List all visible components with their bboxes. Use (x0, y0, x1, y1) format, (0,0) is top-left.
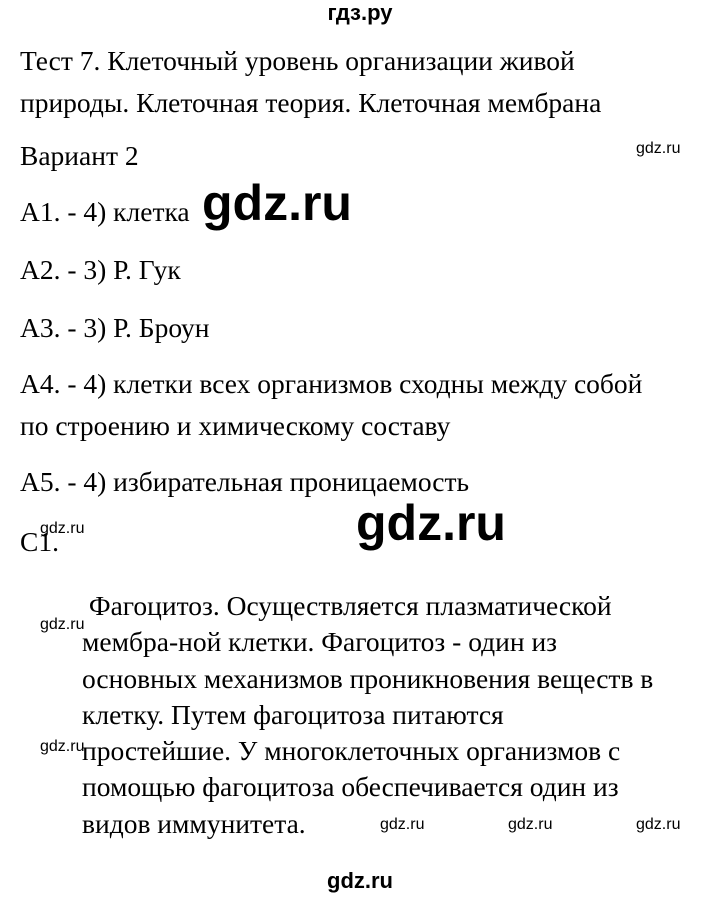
watermark-small: gdz.ru (636, 816, 681, 833)
c1-line-4: клетку. Путем фагоцитоза питаются (82, 698, 504, 730)
watermark-large: gdz.ru (356, 495, 506, 551)
watermark-small: gdz.ru (636, 140, 681, 157)
watermark-small: gdz.ru (40, 738, 85, 755)
answer-a1: А1. - 4) клетка (20, 196, 190, 227)
answer-a2: А2. - 3) Р. Гук (20, 254, 181, 285)
watermark-small: gdz.ru (40, 520, 85, 537)
c1-line-2: мембра-ной клетки. Фагоцитоз - один из (82, 626, 558, 658)
c1-line-7: видов иммунитета. (82, 807, 306, 839)
c1-label: С1. (20, 526, 59, 557)
test-title-line-2: природы. Клеточная теория. Клеточная мембрана (20, 87, 602, 118)
c1-line-3: основных механизмов проникновения веществ в (82, 662, 654, 694)
answer-a3: А3. - 3) Р. Броун (20, 312, 210, 343)
c1-line-1: Фагоцитоз. Осуществляется плазматической (82, 590, 612, 621)
watermark-small: gdz.ru (508, 816, 553, 833)
answer-a4-line-1: А4. - 4) клетки всех организмов сходны между собой (20, 368, 643, 399)
c1-line-5: простейшие. У многоклеточных организмов с (82, 735, 621, 767)
watermark-small: gdz.ru (380, 816, 425, 833)
c1-line-6: помощью фагоцитоза обеспечивается один из (82, 771, 619, 803)
watermark-small: gdz.ru (40, 616, 85, 633)
test-title-line-1: Тест 7. Клеточный уровень организации живой (20, 45, 575, 76)
test-title (20, 40, 601, 124)
site-header: гдз.ру (327, 0, 393, 25)
answer-a4-line-2: по строению и химическому составу (20, 410, 451, 441)
variant-label: Вариант 2 (20, 140, 139, 171)
watermark-large: gdz.ru (202, 175, 352, 231)
c1-answer-text (82, 588, 653, 842)
answer-a5: А5. - 4) избирательная проницаемость (20, 466, 470, 497)
site-footer: gdz.ru (327, 868, 393, 893)
